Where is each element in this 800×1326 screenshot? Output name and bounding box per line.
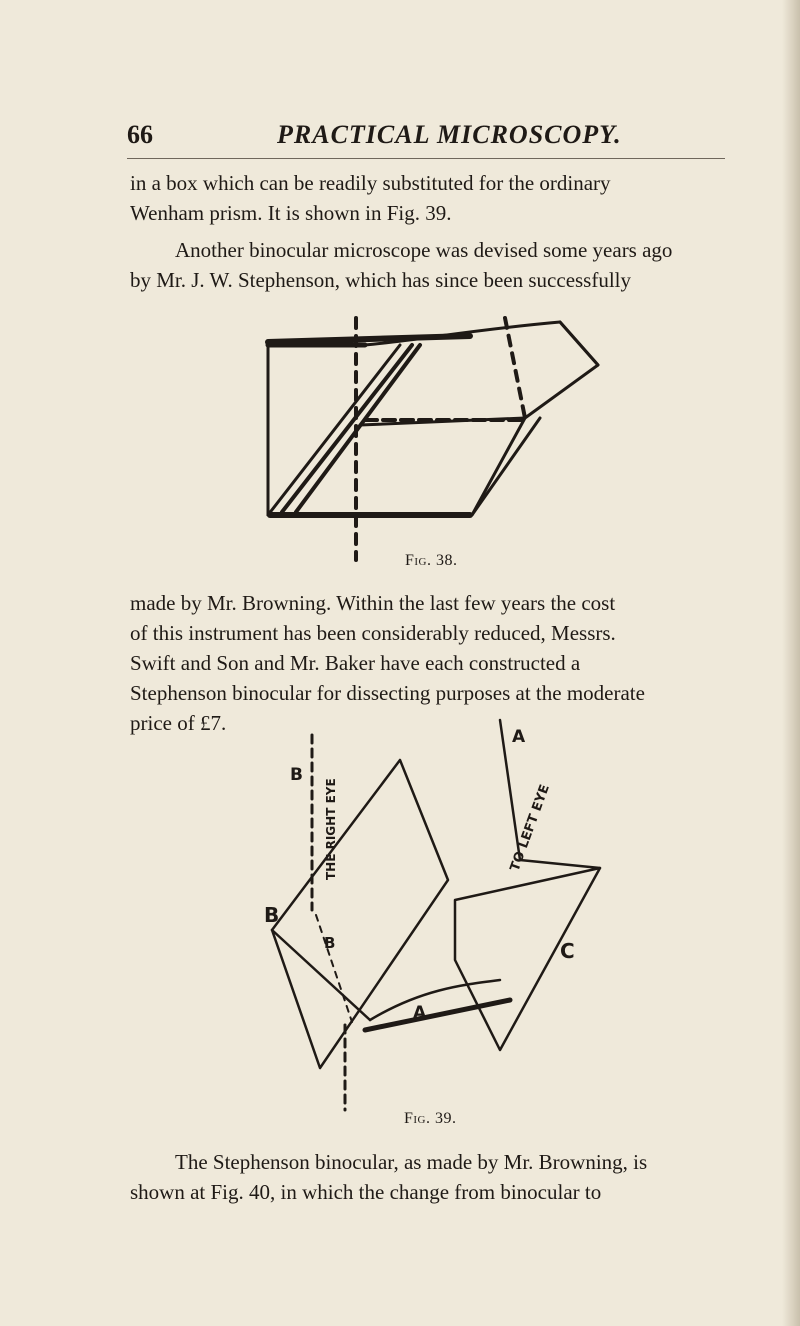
figure-38-caption: Fig. 38. (405, 552, 458, 569)
fig39-label-a-bottom: A (413, 1003, 427, 1023)
paragraph-line: by Mr. J. W. Stephenson, which has since been successfully (130, 268, 632, 292)
fig39-left-prism (260, 720, 390, 1068)
fig39-label-a-top: A (512, 727, 526, 747)
figure-39-caption: Fig. 39. (404, 1110, 457, 1127)
paragraph-line: of this instrument has been considerably reduced, Messrs. (130, 621, 616, 645)
fig39-label-c-right: C (560, 939, 575, 963)
fig39-label-left-eye: TO LEFT EYE (507, 782, 553, 874)
fig39-right-rhomb (455, 868, 600, 1050)
paragraph-line: made by Mr. Browning. Within the last few years the cost (130, 591, 616, 615)
paragraph-line: in a box which can be readily substituted for the ordinary (130, 171, 611, 195)
page-number: 66 (127, 120, 153, 149)
fig39-label-right-eye: THE RIGHT EYE (324, 778, 338, 880)
paragraph-4 (130, 1147, 730, 1207)
paragraph-line: The Stephenson binocular, as made by Mr. Browning, is (175, 1150, 648, 1174)
fig39-label-b-left: B (264, 903, 280, 927)
paragraph-line: Swift and Son and Mr. Baker have each constructed a (130, 651, 581, 675)
paragraph-line: price of £7. (130, 711, 227, 735)
paragraph-line: shown at Fig. 40, in which the change from binocular to (130, 1180, 602, 1204)
running-title: PRACTICAL MICROSCOPY. (277, 120, 622, 149)
paragraph-line: Stephenson binocular for dissecting purposes at the moderate (130, 681, 645, 705)
fig39-label-b-inner: B (324, 934, 336, 952)
fig39-ray-diagonal (316, 915, 352, 1022)
fig39-label-b-top: B (290, 765, 303, 785)
paragraph-line: Another binocular microscope was devised some years ago (175, 238, 673, 262)
paragraph-line: Wenham prism. It is shown in Fig. 39. (130, 201, 452, 225)
